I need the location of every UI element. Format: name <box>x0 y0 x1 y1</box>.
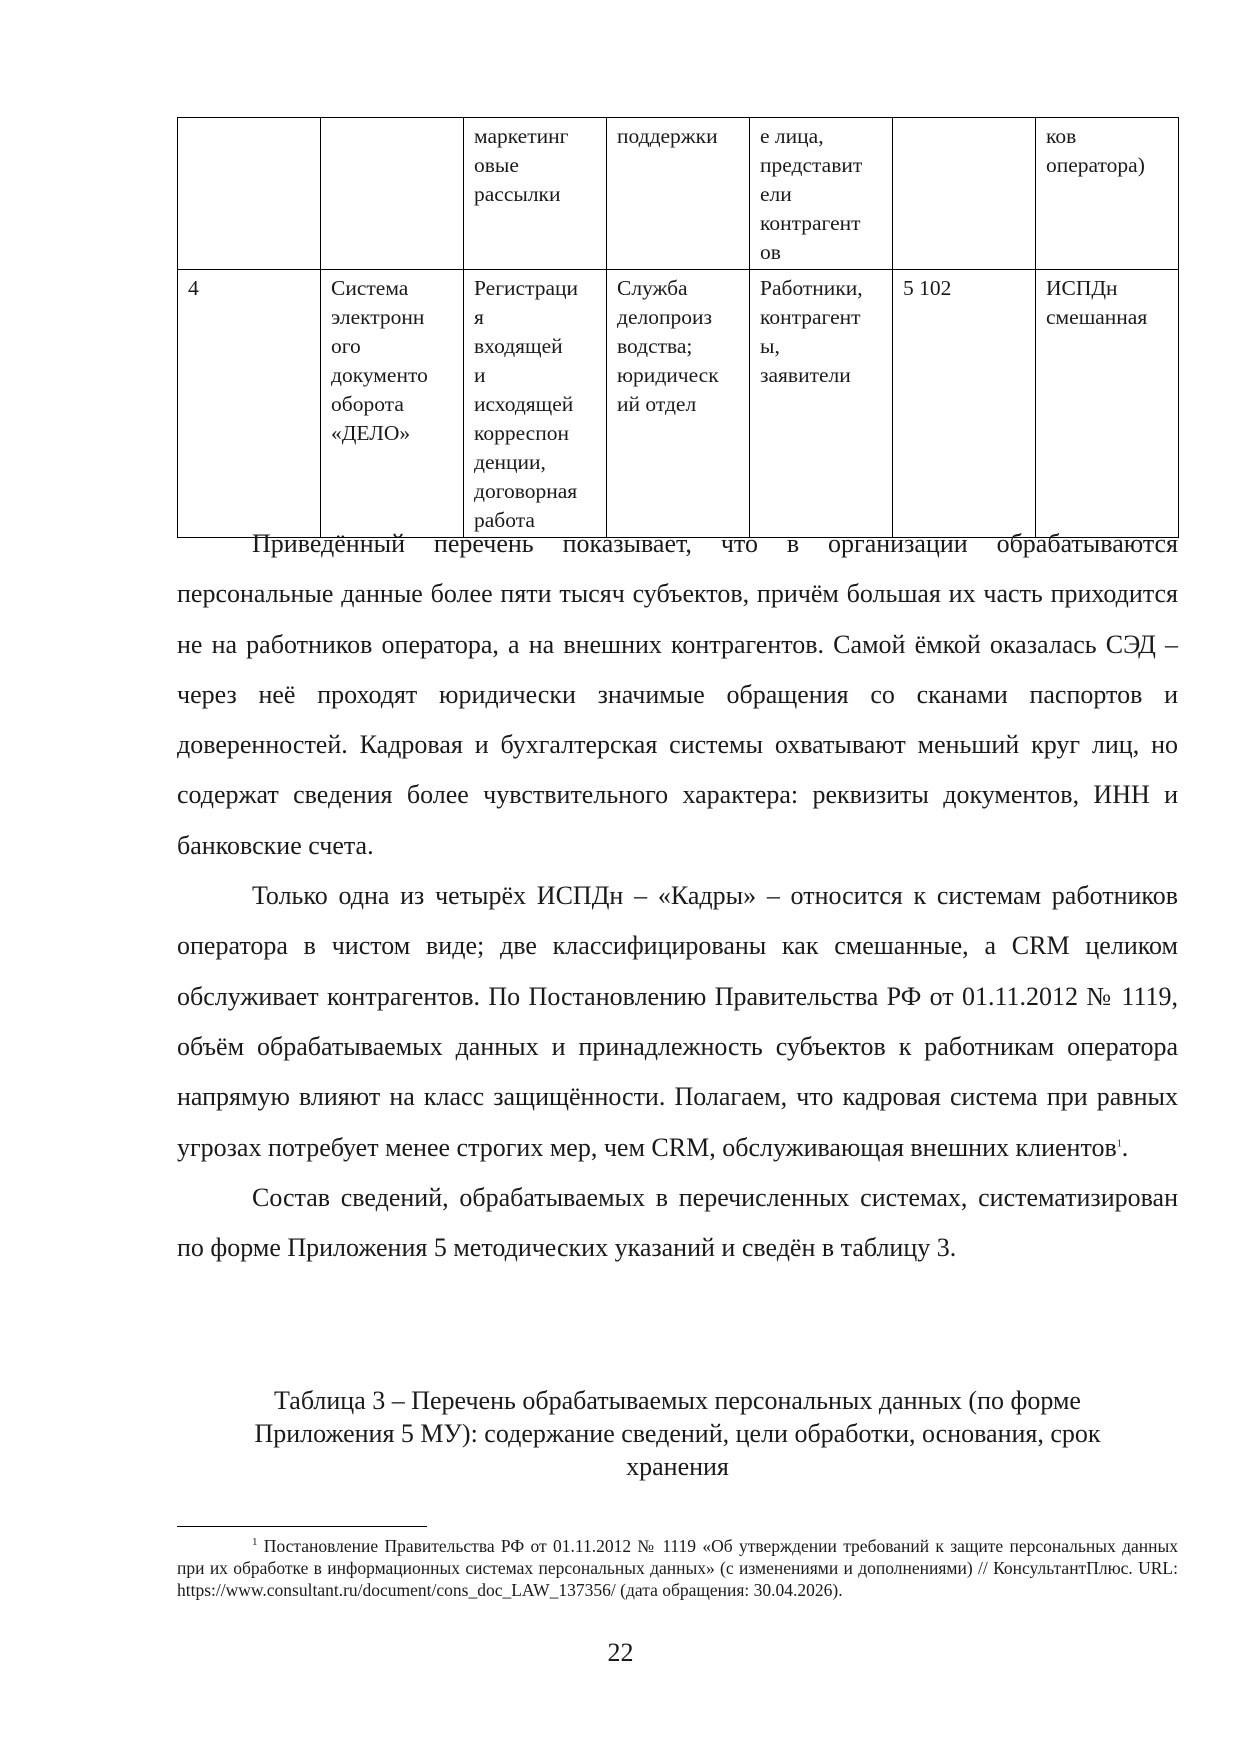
table-cell <box>178 118 321 270</box>
caption-line: Таблица 3 – Перечень обрабатываемых персональных данных (по форме <box>274 1386 1081 1415</box>
footnote-text: Постановление Правительства РФ от 01.11.2012 № 1119 «Об утверждении требований к защите персональных данных при их обработке в информационных системах персональных данных» (с изменениями и дополнениями) // КонсультантПлюс. URL: https://www.consultant.ru/document/cons_doc_LAW_137356/ (дата обращения: 30.04.2026). <box>177 1536 1178 1600</box>
paragraph-1: Приведённый перечень показывает, что в организации обрабатываются персональные данные более пяти тысяч субъектов, причём большая их часть приходится не на работников оператора, а на внешних контрагентов. Самой ёмкой оказалась СЭД – через неё проходят юридически значимые обращения со сканами паспортов и доверенностей. Кадровая и бухгалтерская системы охватывают меньший круг лиц, но содержат сведения более чувствительного характера: реквизиты документов, ИНН и банковские счета. <box>177 529 1178 860</box>
paragraph-2-end: . <box>1121 1132 1129 1162</box>
caption-line: хранения <box>626 1452 729 1481</box>
table-cell: ИСПДн смешанная <box>1036 270 1179 538</box>
page-number: 22 <box>607 1638 634 1667</box>
table-cell: Система электронн ого документо оборота «ДЕЛО» <box>321 270 464 538</box>
table-cell: ков оператора) <box>1036 118 1179 270</box>
table-cell: Служба делопроиз водства; юридическ ий отдел <box>607 270 750 538</box>
paragraph-2 <box>177 871 1178 1173</box>
table-cell: 4 <box>178 270 321 538</box>
table-row <box>178 270 1179 538</box>
paragraph-2-text: Только одна из четырёх ИСПДн – «Кадры» – относится к системам работников оператора в чистом виде; две классифицированы как смешанные, а CRM целиком обслуживает контрагентов. По Постановлению Правительства РФ от 01.11.2012 № 1119, объём обрабатываемых данных и принадлежность субъектов к работникам оператора напрямую влияют на класс защищённости. Полагаем, что кадровая система при равных угрозах потребует менее строгих мер, чем CRM, обслуживающая внешних клиентов <box>177 881 1178 1162</box>
footnote-ref[interactable]: 1 <box>1116 1137 1122 1149</box>
footnote <box>177 1535 1178 1601</box>
table-cell: Регистраци я входящей и исходящей корреспон денции, договорная работа <box>464 270 607 538</box>
footnote-mark: 1 <box>252 1536 258 1549</box>
table-cell: поддержки <box>607 118 750 270</box>
table-cell <box>321 118 464 270</box>
table-cell: Работники, контрагент ы, заявители <box>750 270 893 538</box>
table-cell <box>893 118 1036 270</box>
body-text <box>177 519 1178 1273</box>
footnote-separator <box>177 1526 427 1527</box>
table-row <box>178 118 1179 270</box>
ispdn-table-continuation <box>177 117 1179 538</box>
table-cell: 5 102 <box>893 270 1036 538</box>
table-cell: маркетинг овые рассылки <box>464 118 607 270</box>
table-caption <box>177 1384 1178 1483</box>
table-cell: e лица, представит ели контрагент ов <box>750 118 893 270</box>
caption-line: Приложения 5 МУ): содержание сведений, цели обработки, основания, срок <box>254 1419 1101 1448</box>
paragraph-3: Состав сведений, обрабатываемых в перечисленных системах, систематизирован по форме Приложения 5 методических указаний и сведён в таблицу 3. <box>177 1182 1178 1263</box>
